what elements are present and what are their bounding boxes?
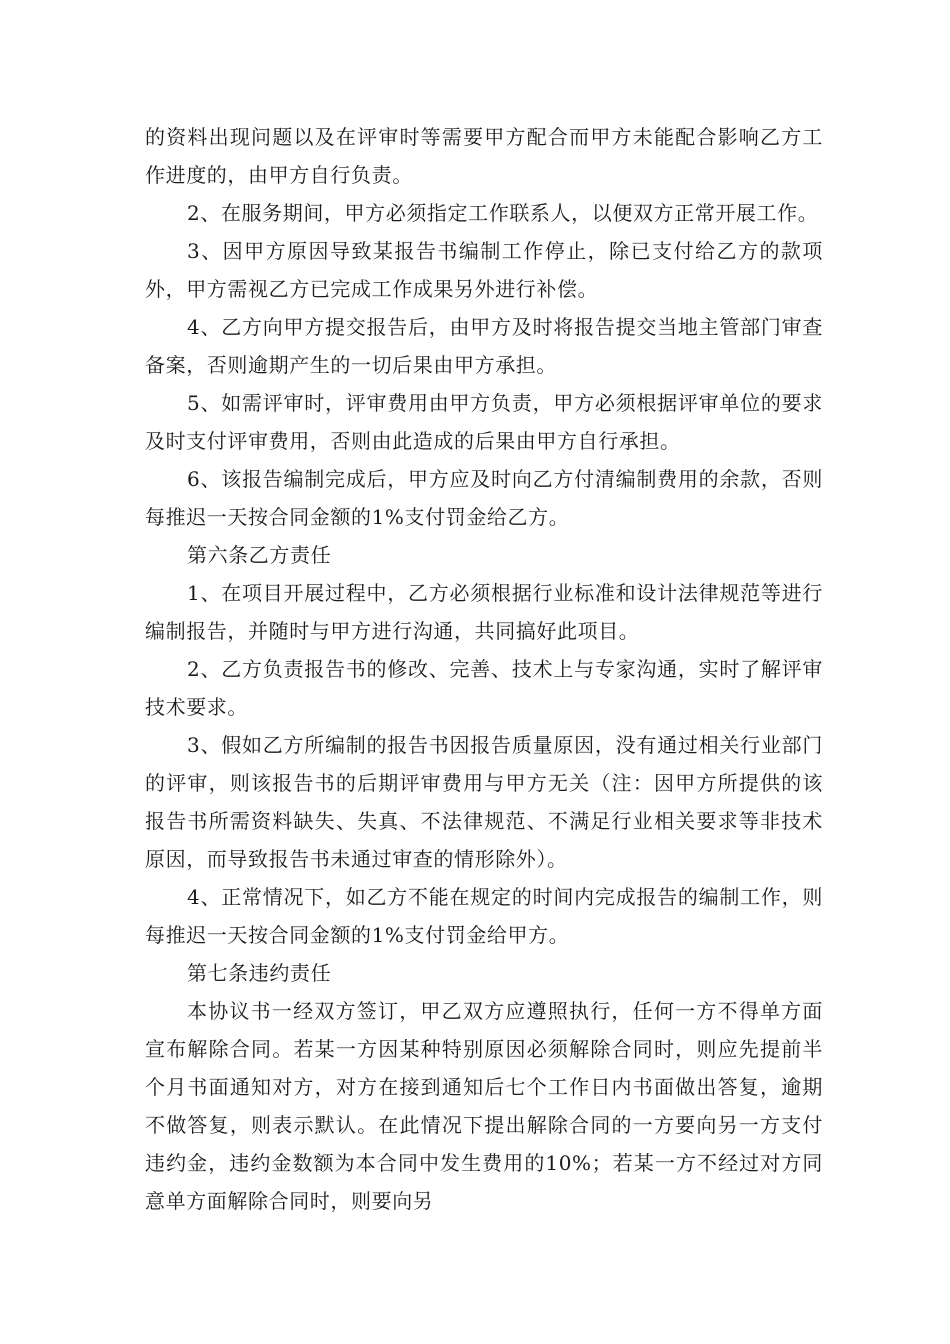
paragraph-article-7-body: 本协议书一经双方签订，甲乙双方应遵照执行，任何一方不得单方面宣布解除合同。若某一方因某种特别原因必须解除合同时，则应先提前半个月书面通知对方，对方在接到通知后七个工作日内书面做出答复，逾期不做答复，则表示默认。在此情况下提出解除合同的一方要向另一方支付违约金，违约金数额为本合同中发生费用的10%；若某一方不经过对方同意单方面解除合同时，则要向另 (145, 999, 823, 1213)
section-heading-article-7: 第七条违约责任 (187, 961, 332, 985)
document-body (145, 118, 823, 1220)
paragraph-clause-3: 3、因甲方原因导致某报告书编制工作停止，除已支付给乙方的款项外，甲方需视乙方已完成工作成果另外进行补偿。 (145, 239, 823, 301)
paragraph-clause-6: 6、该报告编制完成后，甲方应及时向乙方付清编制费用的余款，否则每推迟一天按合同金额的1%支付罚金给乙方。 (145, 467, 823, 529)
paragraph-article-6-clause-4: 4、正常情况下，如乙方不能在规定的时间内完成报告的编制工作，则每推迟一天按合同金额的1%支付罚金给甲方。 (145, 885, 823, 947)
paragraph-clause-5: 5、如需评审时，评审费用由甲方负责，甲方必须根据评审单位的要求及时支付评审费用，否则由此造成的后果由甲方自行承担。 (145, 391, 823, 453)
paragraph-article-6-clause-3: 3、假如乙方所编制的报告书因报告质量原因，没有通过相关行业部门的评审，则该报告书的后期评审费用与甲方无关（注：因甲方所提供的该报告书所需资料缺失、失真、不法律规范、不满足行业相关要求等非技术原因，而导致报告书未通过审查的情形除外）。 (145, 733, 823, 871)
paragraph-clause-4: 4、乙方向甲方提交报告后，由甲方及时将报告提交当地主管部门审查备案，否则逾期产生的一切后果由甲方承担。 (145, 315, 823, 377)
paragraph-continuation: 的资料出现问题以及在评审时等需要甲方配合而甲方未能配合影响乙方工作进度的，由甲方自行负责。 (145, 125, 823, 187)
paragraph-article-6-clause-1: 1、在项目开展过程中，乙方必须根据行业标准和设计法律规范等进行编制报告，并随时与甲方进行沟通，共同搞好此项目。 (145, 581, 823, 643)
paragraph-clause-2: 2、在服务期间，甲方必须指定工作联系人，以便双方正常开展工作。 (187, 201, 819, 225)
section-heading-article-6: 第六条乙方责任 (187, 543, 332, 567)
paragraph-article-6-clause-2: 2、乙方负责报告书的修改、完善、技术上与专家沟通，实时了解评审技术要求。 (145, 657, 823, 719)
